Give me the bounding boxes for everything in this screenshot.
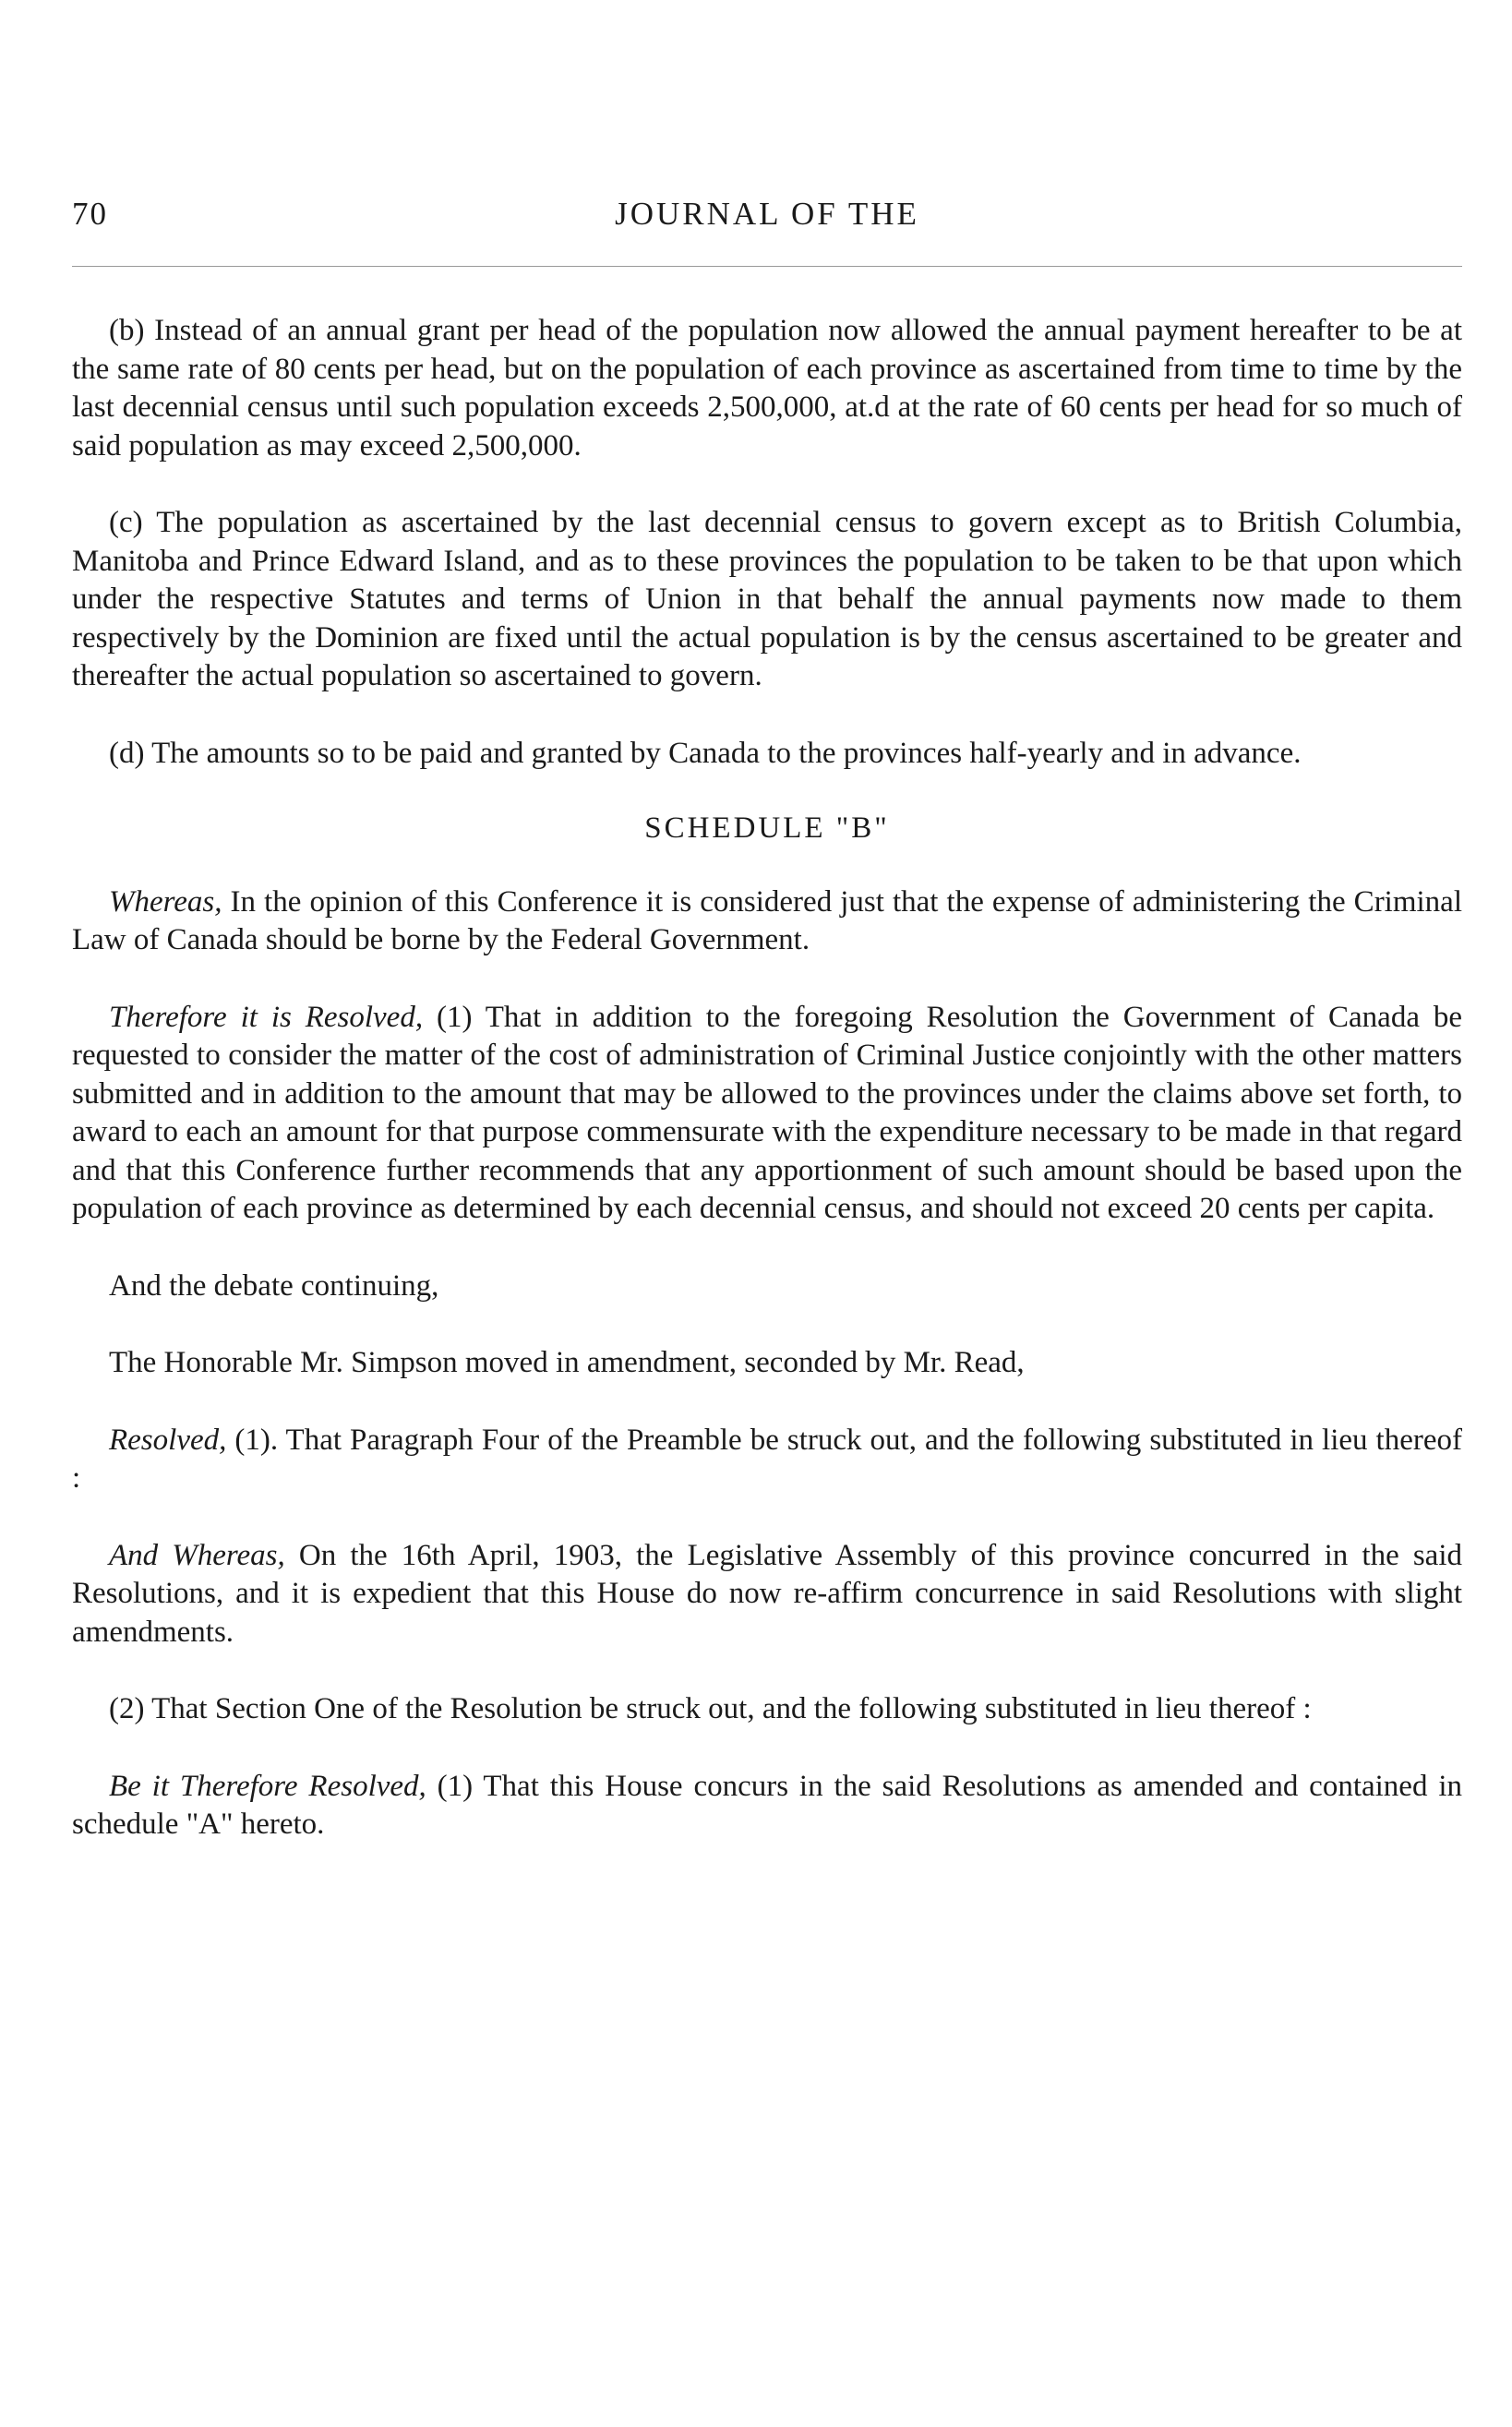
page-header: [72, 196, 1462, 242]
page-number: 70: [72, 196, 108, 232]
paragraph-d: (d) The amounts so to be paid and granted by Canada to the provinces half-yearly and in advance.: [109, 736, 1302, 770]
paragraph-c: (c) The population as ascertained by the last decennial census to govern except as to British Columbia, Manitoba and Prince Edward Island, and as to these provinces the population to be taken to be that upon which under the respective Statutes and terms of Union in that behalf the annual payments now made to them respectively by the Dominion are fixed until the actual population is by the census ascertained to be greater and thereafter the actual population so ascertained to govern.: [72, 506, 1462, 692]
paragraph-simpson-motion: The Honorable Mr. Simpson moved in amendment, seconded by Mr. Read,: [109, 1346, 1025, 1379]
running-title: JOURNAL OF THE: [615, 196, 919, 232]
whereas-text: In the opinion of this Conference it is considered just that the expense of administering the Criminal Law of Canada should be borne by the Federal Government.: [72, 884, 1462, 956]
paragraph-b: (b) Instead of an annual grant per head of the population now allowed the annual payment hereafter to be at the same rate of 80 cents per head, but on the population of each province as ascertained from time to time by the last decennial census until such population exceeds 2,500,000, at.d at the rate of 60 cents per head for so much of said population as may exceed 2,500,000.: [72, 314, 1462, 463]
therefore-text: (1) That in addition to the foregoing Resolution the Government of Canada be requested to consider the matter of the cost of administration of Criminal Justice conjointly with the other matters submitted and in addition to the amount that may be allowed to the provinces under the claims above set forth, to award to each an amount for that purpose commensurate with the expenditure necessary to be made in that regard and that this Conference further recommends that any apportionment of such amount should be based upon the population of each province as determined by each decennial census, and should not exceed 20 cents per capita.: [72, 1000, 1462, 1225]
paragraph-debate: And the debate continuing,: [109, 1268, 439, 1303]
resolved-text: (1). That Paragraph Four of the Preamble be struck out, and the following substituted in lieu thereof :: [72, 1423, 1462, 1495]
be-it-text: (1) That this House concurs in the said Resolutions as amended and contained in schedule "A" hereto.: [72, 1769, 1462, 1841]
therefore-lead: Therefore it is Resolved,: [109, 1000, 424, 1034]
and-whereas-lead: And Whereas,: [109, 1538, 285, 1572]
and-whereas-text: On the 16th April, 1903, the Legislative Assembly of this province concurred in the said Resolutions, and it is expedient that this House do now re-affirm concurrence in said Resolutions with slight amendments.: [72, 1538, 1462, 1649]
resolved-lead: Resolved,: [109, 1423, 227, 1457]
paragraph-resolved: [72, 1422, 1462, 1498]
schedule-heading: SCHEDULE "B": [644, 811, 890, 845]
paragraph-section-two: (2) That Section One of the Resolution be struck out, and the following substituted in lieu thereof :: [109, 1692, 1312, 1725]
paragraph-and-whereas: [72, 1537, 1462, 1652]
header-rule: [72, 266, 1462, 267]
be-it-lead: Be it Therefore Resolved,: [109, 1769, 426, 1803]
paragraph-be-it-resolved: [72, 1768, 1462, 1844]
whereas-lead: Whereas,: [109, 884, 222, 919]
paragraph-whereas: [72, 883, 1462, 960]
page-body: [72, 312, 1462, 1883]
paragraph-therefore: [72, 999, 1462, 1229]
